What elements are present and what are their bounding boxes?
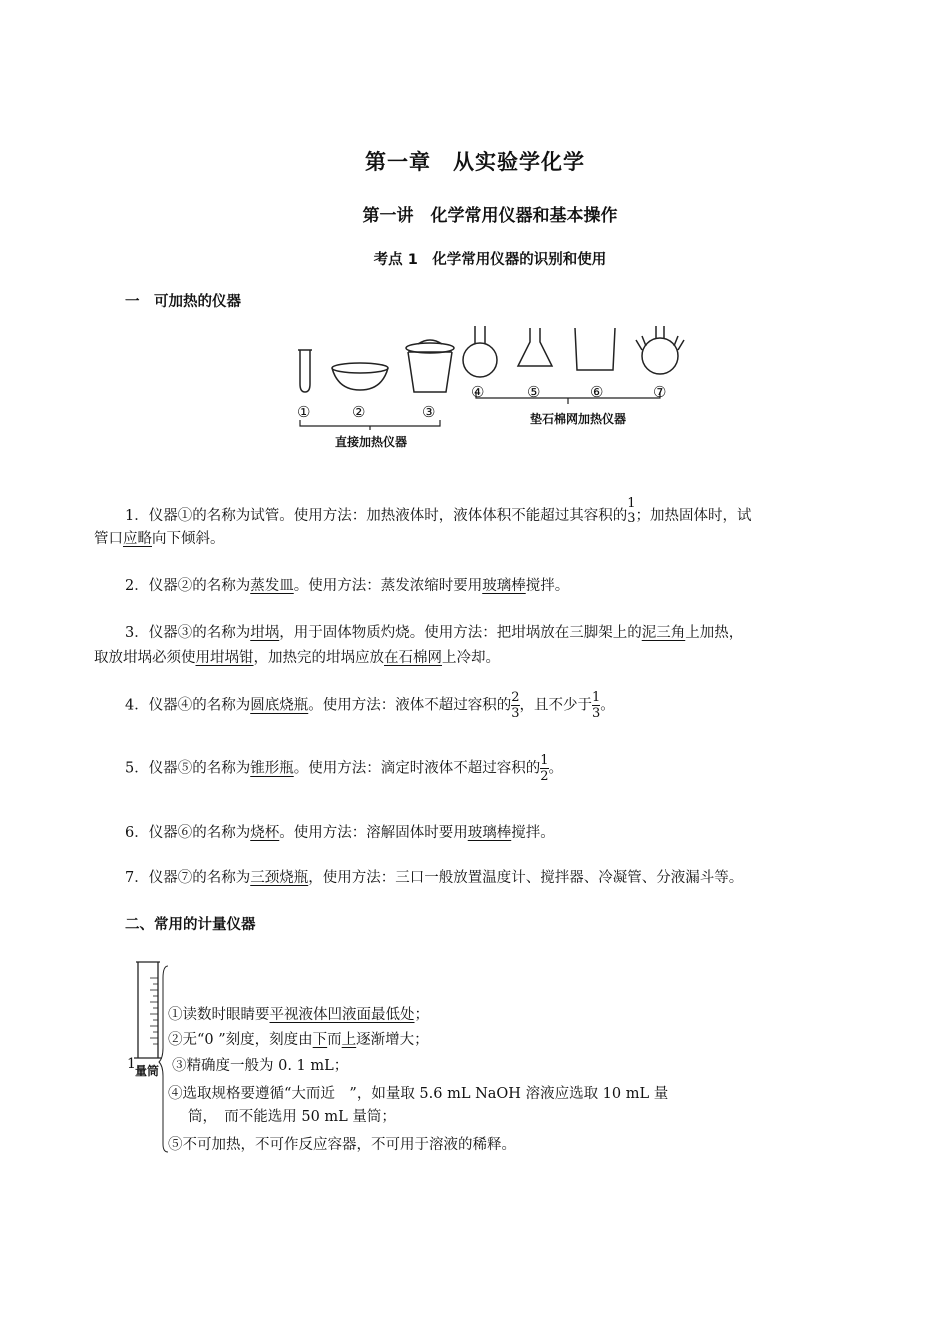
beaker-icon <box>575 328 615 370</box>
figure-number-4: ④ <box>471 383 485 401</box>
label-direct-heating: 直接加热仪器 <box>335 435 408 449</box>
item-1-line-2: 管口应略向下倾斜。 <box>94 531 225 547</box>
figure-number-3: ③ <box>422 403 436 421</box>
instrument-label: 量筒 <box>135 1064 160 1078</box>
item-5: 5．仪器⑤的名称为锥形瓶。使用方法：滴定时液体不超过容积的 $\frac{1}{2}$ 。 <box>125 753 564 784</box>
figure-number-1: ① <box>297 403 311 421</box>
cylinder-point-1: ①读数时眼睛要平视液体凹液面最低处； <box>168 1007 429 1023</box>
evaporating-dish-icon <box>332 363 388 390</box>
instrument-number: 1. <box>127 1056 141 1072</box>
cylinder-point-4: ④选取规格要遵循“大而近 ”，如量取 5.6 mL NaOH 溶液应选取 10 mL 量 <box>168 1086 669 1102</box>
item-2: 2．仪器②的名称为蒸发皿。使用方法：蒸发浓缩时要用玻璃棒搅拌。 <box>125 578 570 594</box>
item-6: 6．仪器⑥的名称为烧杯。使用方法：溶解固体时要用玻璃棒搅拌。 <box>125 825 555 841</box>
topic-title: 考点 1 化学常用仪器的识别和使用 <box>373 252 607 268</box>
three-neck-flask-icon <box>636 326 684 374</box>
cylinder-point-3: ③精确度一般为 0. 1 mL； <box>172 1058 349 1074</box>
section-heading-measuring: 二、常用的计量仪器 <box>125 917 256 933</box>
figure-number-2: ② <box>352 403 366 421</box>
cylinder-point-5: ⑤不可加热，不可作反应容器，不可用于溶液的稀释。 <box>168 1137 516 1153</box>
figure-number-7: ⑦ <box>653 383 667 401</box>
erlenmeyer-flask-icon <box>518 328 552 366</box>
round-bottom-flask-icon <box>463 326 497 377</box>
item-7: 7．仪器⑦的名称为三颈烧瓶，使用方法：三口一般放置温度计、搅拌器、冷凝管、分液漏斗等。 <box>125 870 744 886</box>
crucible-icon <box>406 340 454 392</box>
item-1: 1．仪器①的名称为试管。使用方法：加热液体时，液体体积不能超过其容积的 1 3 ；加热固体时，试 <box>125 496 752 526</box>
cylinder-point-2: ②无“0 ”刻度，刻度由下而上逐渐增大； <box>168 1032 429 1048</box>
figure-number-6: ⑥ <box>590 383 604 401</box>
item-3: 3．仪器③的名称为坩埚，用于固体物质灼烧。使用方法：把坩埚放在三脚架上的泥三角上加热， <box>125 625 744 641</box>
cylinder-point-4-line-2: 筒， 而不能选用 50 mL 量筒； <box>188 1109 396 1125</box>
test-tube-icon <box>298 350 312 392</box>
chapter-title: 第一章 从实验学化学 <box>365 150 585 174</box>
label-gauze-heating: 垫石棉网加热仪器 <box>530 412 627 426</box>
figure-number-5: ⑤ <box>527 383 541 401</box>
section-heading-heatable: 一 可加热的仪器 <box>125 294 241 310</box>
item-3-line-2: 取放坩埚必须使用坩埚钳，加热完的坩埚应放在石棉网上冷却。 <box>94 650 500 666</box>
item-4: 4．仪器④的名称为圆底烧瓶。使用方法：液体不超过容积的 $\frac{2}{3}$ ，且不少于 $\frac{1}{3}$ 。 <box>125 690 615 721</box>
lecture-title: 第一讲 化学常用仪器和基本操作 <box>362 206 618 226</box>
